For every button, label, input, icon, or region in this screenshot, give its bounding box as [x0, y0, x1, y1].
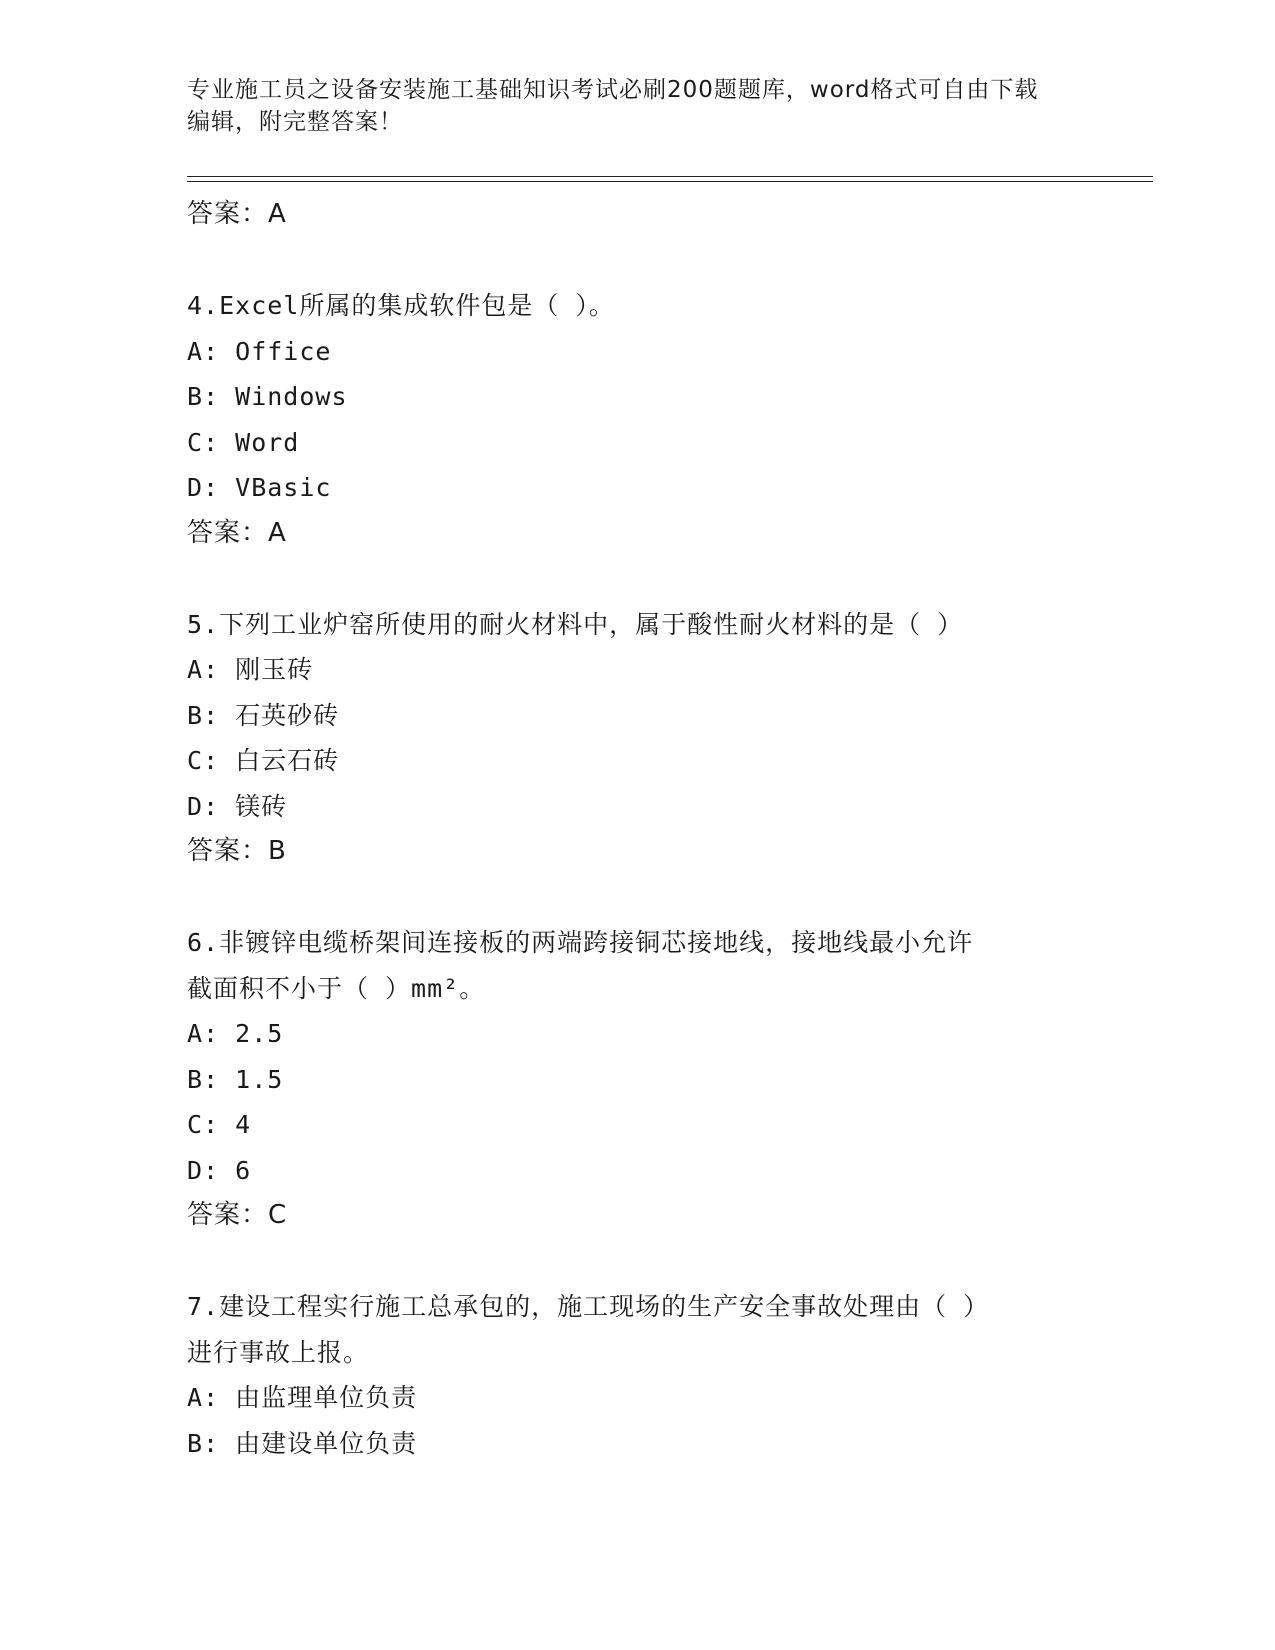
- header-line-2: 编辑，附完整答案！: [187, 109, 403, 135]
- document-header: [187, 74, 1087, 138]
- option-c: C: Word: [187, 427, 300, 457]
- option-a: A: Office: [187, 336, 332, 366]
- answer-line: 答案：A: [187, 199, 287, 229]
- spacer: [187, 556, 1087, 602]
- question-6-line-2: 截面积不小于（ ）mm²。: [187, 973, 486, 1003]
- header-line-1: 专业施工员之设备安装施工基础知识考试必刷200题题库，word格式可自由下载: [187, 77, 1039, 103]
- question-6-line-1: 6.非镀锌电缆桥架间连接板的两端跨接铜芯接地线，接地线最小允许: [187, 928, 974, 957]
- question-7-line-1: 7.建设工程实行施工总承包的，施工现场的生产安全事故处理由（ ）: [187, 1292, 990, 1321]
- answer-line: 答案：B: [187, 836, 287, 866]
- spacer: [187, 238, 1087, 284]
- answer-line: 答案：C: [187, 1200, 288, 1230]
- option-c: C: 白云石砖: [187, 746, 340, 775]
- option-a: A: 2.5: [187, 1019, 284, 1048]
- question-5: 5.下列工业炉窑所使用的耐火材料中，属于酸性耐火材料的是（ ）: [187, 609, 964, 639]
- option-a: A: 由监理单位负责: [187, 1383, 418, 1412]
- option-b: B: 由建设单位负责: [187, 1428, 418, 1458]
- question-4: 4.Excel所属的集成软件包是（ ）。: [187, 291, 615, 320]
- option-a: A: 刚玉砖: [187, 655, 314, 684]
- option-d: D: 6: [187, 1155, 252, 1185]
- spacer: [187, 1239, 1087, 1285]
- option-b: B: 石英砂砖: [187, 700, 340, 730]
- question-7-line-2: 进行事故上报。: [187, 1337, 370, 1367]
- option-d: D: 镁砖: [187, 791, 288, 821]
- question-list: [187, 192, 1087, 1466]
- option-b: B: Windows: [187, 382, 348, 411]
- option-d: D: VBasic: [187, 473, 332, 502]
- answer-line: 答案：A: [187, 517, 287, 548]
- spacer: [187, 875, 1087, 921]
- header-divider-bottom: [187, 181, 1153, 182]
- header-divider-top: [187, 176, 1153, 177]
- option-b: B: 1.5: [187, 1064, 284, 1094]
- option-c: C: 4: [187, 1110, 252, 1139]
